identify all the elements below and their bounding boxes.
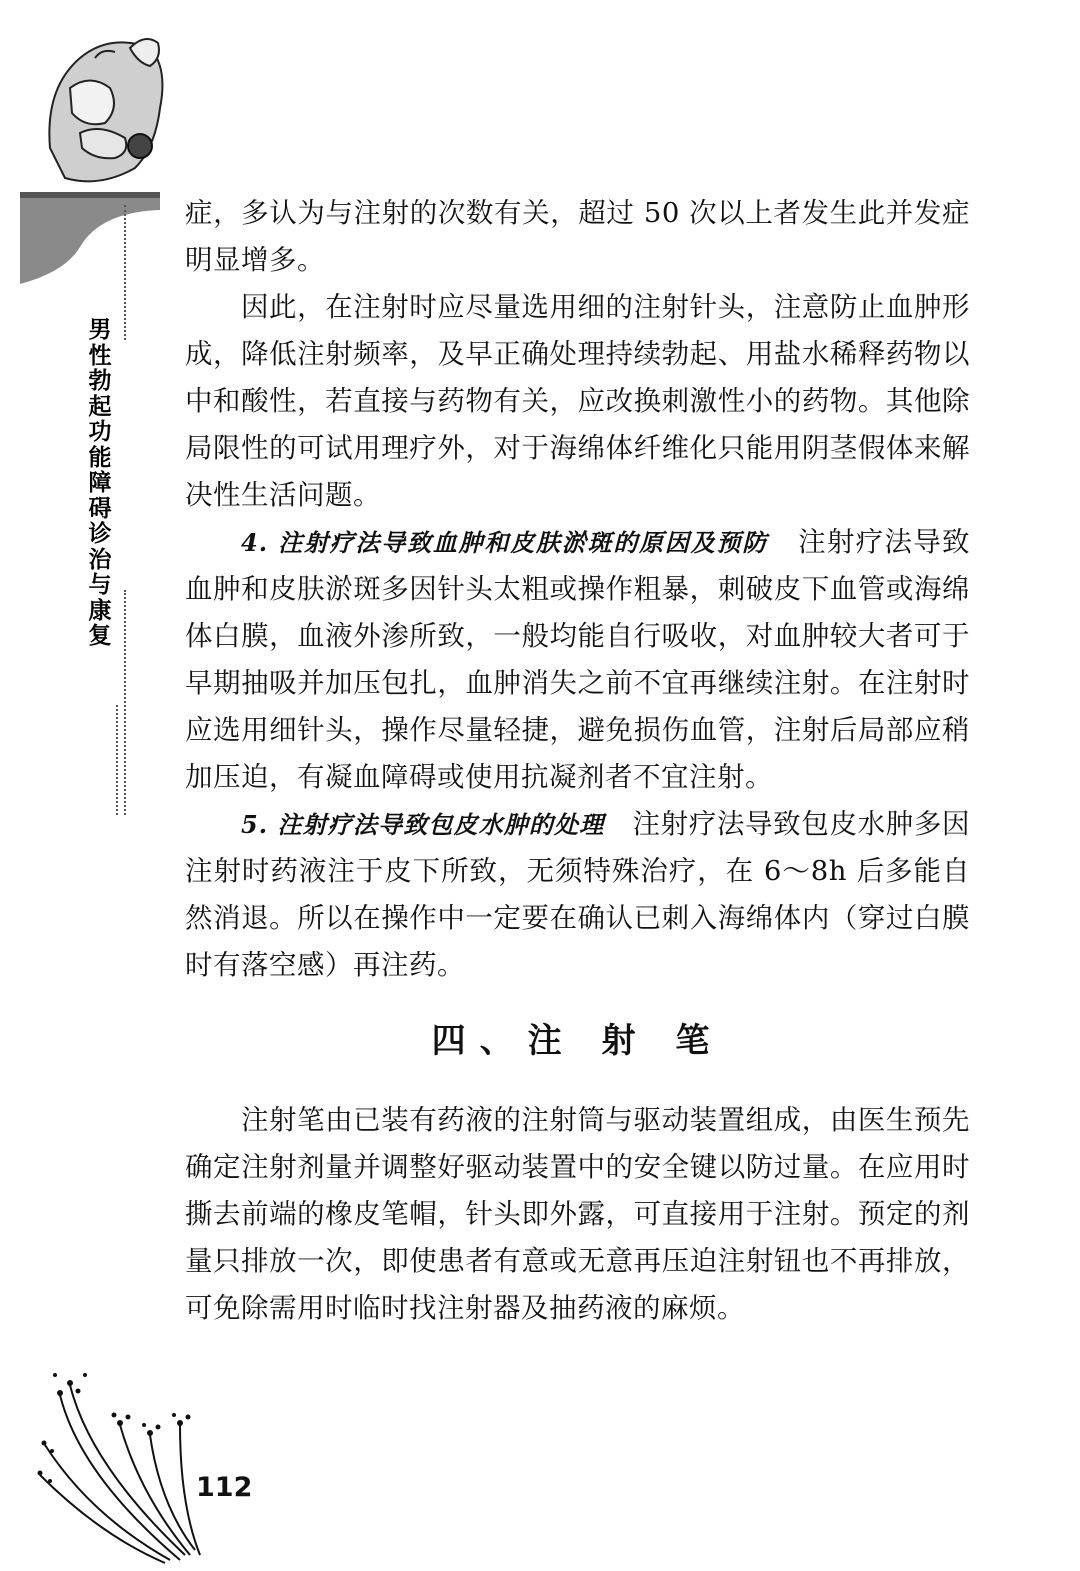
sidebar-dotted-rule [116,705,118,815]
page-number: 112 [196,1472,253,1503]
paragraph [185,519,970,801]
sidebar-dotted-rule [124,205,126,340]
paragraph: 症，多认为与注射的次数有关，超过 50 次以上者发生此并发症明显增多。 [185,197,970,276]
paragraph [185,801,970,989]
paragraph: 因此，在注射时应尽量选用细的注射针头，注意防止血肿形成，降低注射频率，及早正确处理持续勃起、用盐水稀释药物以中和酸性，若直接与药物有关，应改换刺激性小的药物。其他除局限性的可试用理疗外，对于海绵体纤维化只能用阴茎假体来解决性生活问题。 [185,291,970,511]
paragraph: 注射笔由已装有药液的注射筒与驱动装置组成，由医生预先确定注射剂量并调整好驱动装置中的安全键以防过量。在应用时撕去前端的橡皮笔帽，针头即外露，可直接用于注射。预定的剂量只排放一次，即使患者有意或无意再压迫注射钮也不再排放，可免除需用时临时找注射器及抽药液的麻烦。 [185,1104,970,1324]
page-content [185,190,970,1332]
bodybuilder-illustration [40,28,170,188]
sidebar-dotted-rule [124,590,126,815]
subheading: 5. 注射疗法导致包皮水肿的处理 [241,810,605,839]
paragraph-body: 注射疗法导致包皮水肿多因注射时药液注于皮下所致，无须特殊治疗，在 6～8h 后多能自然消退。所以在操作中一定要在确认已刺入海绵体内（穿过白膜时有落空感）再注药。 [185,808,970,981]
section-title: 四、注 射 笔 [431,1021,724,1061]
decorative-banner [20,192,160,287]
subheading: 4. 注射疗法导致血肿和皮肤淤斑的原因及预防 [241,528,769,557]
floral-illustration [30,1355,210,1565]
book-title-sidebar: 男性勃起功能障碍诊治与康复 [88,317,112,649]
paragraph-body: 注射疗法导致血肿和皮肤淤斑多因针头太粗或操作粗暴，刺破皮下血管或海绵体白膜，血液外渗所致，一般均能自行吸收，对血肿较大者可于早期抽吸并加压包扎，血肿消失之前不宜再继续注射。在注射时应选用细针头，操作尽量轻捷，避免损伤血管，注射后局部应稍加压迫，有凝血障碍或使用抗凝剂者不宜注射。 [185,526,970,793]
